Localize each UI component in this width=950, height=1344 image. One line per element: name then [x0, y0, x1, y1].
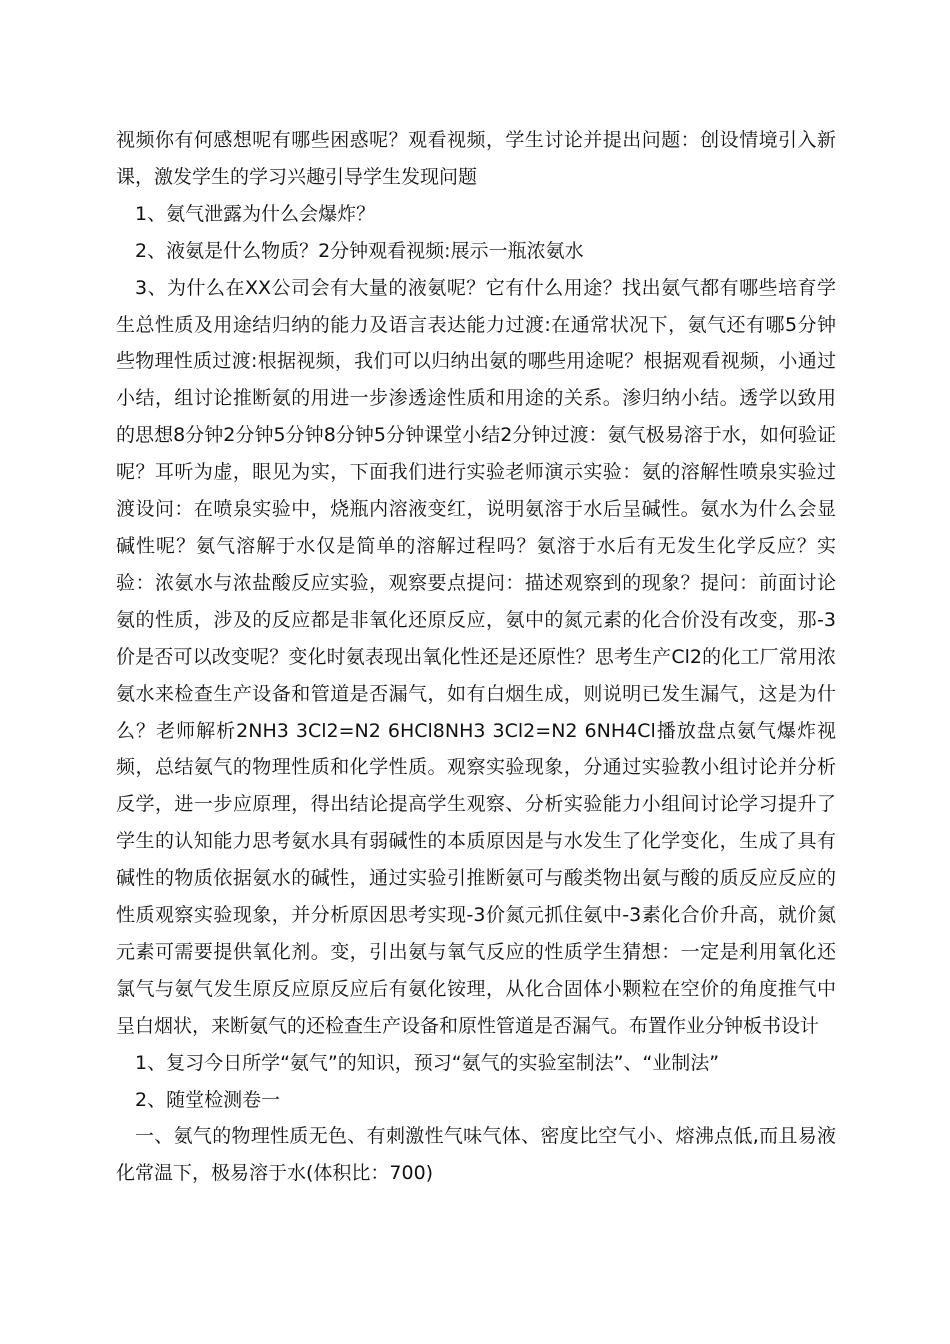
homework-item-2: 2、随堂检测卷一	[135, 1088, 281, 1111]
paragraph-intro: 视频你有何感想呢有哪些困惑呢？观看视频，学生讨论并提出问题：创设情境引入新课，激发学生的学习兴趣引导学生发现问题	[116, 129, 836, 188]
question-2: 2、液氨是什么物质？2分钟观看视频:展示一瓶浓氨水	[135, 239, 584, 262]
question-1: 1、氨气泄露为什么会爆炸？	[135, 202, 376, 225]
document-body	[116, 122, 836, 1192]
blackboard-physical-properties: 一、氨气的物理性质无色、有刺激性气味气体、密度比空气小、熔沸点低,而且易液化常温下，极易溶于水(体积比：700)	[116, 1125, 836, 1185]
homework-item-1: 1、复习今日所学“氨气”的知识，预习“氨气的实验室制法”、“业制法”	[135, 1051, 720, 1074]
question-3-body: 3、为什么在XX公司会有大量的液氨呢？它有什么用途？找出氨气都有哪些培育学生总性质及用途结归纳的能力及语言表达能力过渡:在通常状况下，氨气还有哪5分钟些物理性质过渡:根据视频，我们可以归纳出氨的哪些用途呢？根据观看视频，小通过小结，组讨论推断氨的用进一步渗透途性质和用途的关系。渗归纳小结。透学以致用的思想8分钟2分钟5分钟8分钟5分钟课堂小结2分钟过渡：氨气极易溶于水，如何验证呢？耳听为虚，眼见为实，下面我们进行实验老师演示实验：氨的溶解性喷泉实验过渡设问：在喷泉实验中，烧瓶内溶液变红，说明氨溶于水后呈碱性。氨水为什么会显碱性呢？氨气溶解于水仅是简单的溶解过程吗？氨溶于水后有无发生化学反应？实验：浓氨水与浓盐酸反应实验，观察要点提问：描述观察到的现象？提问：前面讨论氨的性质，涉及的反应都是非氧化还原反应，氨中的氮元素的化合价没有改变，那-3价是否可以改变呢？变化时氨表现出氧化性还是还原性？思考生产Cl2的化工厂常用浓氨水来检查生产设备和管道是否漏气，如有白烟生成，则说明已发生漏气，这是为什么？老师解析2NH3 3Cl2=N2 6HCl8NH3 3Cl2=N2 6NH4Cl播放盘点氨气爆炸视频，总结氨气的物理性质和化学性质。观察实验现象，分通过实验教小组讨论并分析反学，进一步应原理，得出结论提高学生观察、分析实验能力小组间讨论学习提升了学生的认知能力思考氨水具有弱碱性的本质原因是与水发生了化学变化，生成了具有碱性的物质依据氨水的碱性，通过实验引推断氨可与酸类物出氨与酸的质反应反应的性质观察实验现象，并分析原因思考实现-3价氮元抓住氨中-3素化合价升高，就价氮元素可需要提供氧化剂。变，引出氨与氧气反应的性质学生猜想：一定是利用氧化还氯气与氨气发生原反应原反应后有氨化铵理，从化合固体小颗粒在空价的角度推气中呈白烟状，来断氨气的还检查生产设备和原性管道是否漏气。布置作业分钟板书设计	[116, 276, 836, 1037]
